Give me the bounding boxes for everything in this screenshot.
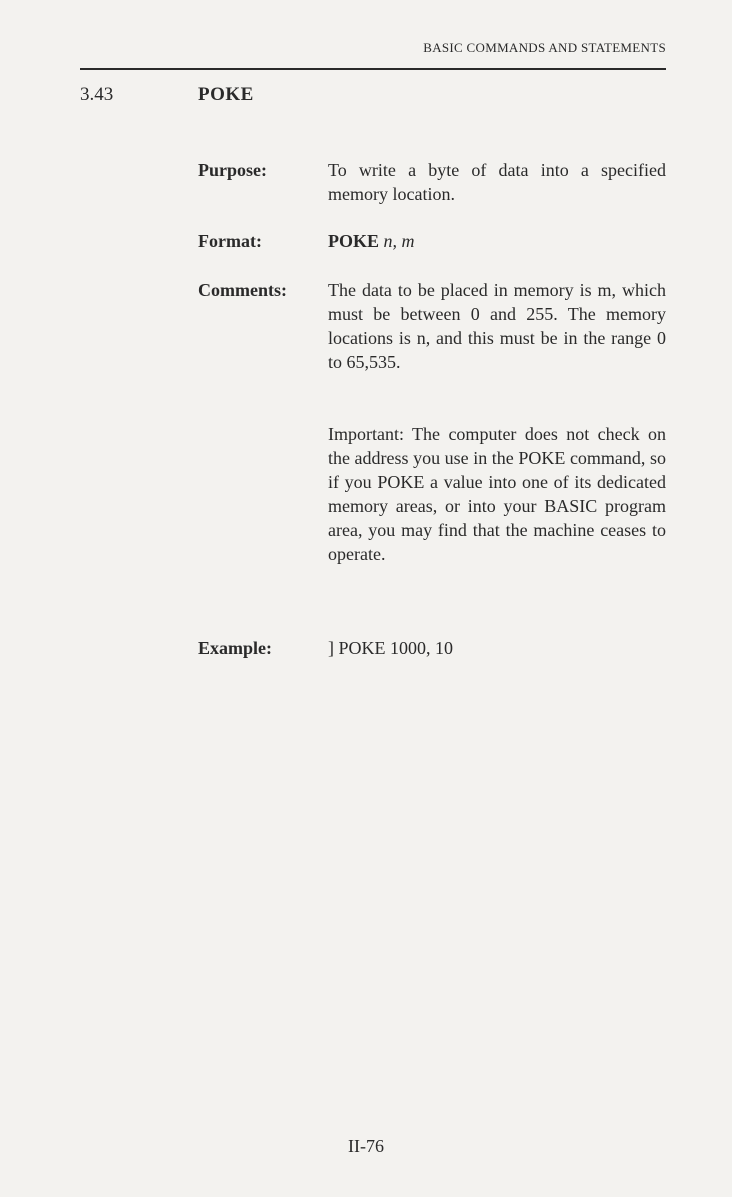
running-header-title: BASIC COMMANDS AND STATEMENTS (423, 40, 666, 55)
comments-label: Comments: (198, 280, 287, 300)
format-label: Format: (198, 231, 262, 251)
purpose-label: Purpose: (198, 160, 267, 180)
example-code: ] POKE 1000, 10 (328, 638, 453, 658)
format-arguments: n, m (383, 231, 415, 251)
section-number: 3.43 (80, 84, 114, 105)
comments-paragraph-1: The data to be placed in memory is m, which must be between 0 and 255. The memory locations is n, and this must be in the range 0 to 65,535. (328, 280, 666, 372)
page-header (80, 38, 666, 70)
format-syntax (328, 231, 415, 252)
page-number: II-76 (348, 1136, 384, 1156)
purpose-text: To write a byte of data into a specified memory location. (328, 160, 666, 204)
section-title: POKE (198, 84, 254, 105)
comments-paragraph-2: Important: The computer does not check on the address you use in the POKE command, so if you POKE a value into one of its dedicated memory areas, or into your BASIC program area, you may find that the machine ceases to operate. (328, 424, 666, 564)
show-through-ghost (540, 88, 700, 108)
example-label: Example: (198, 638, 272, 658)
format-keyword: POKE (328, 231, 380, 251)
